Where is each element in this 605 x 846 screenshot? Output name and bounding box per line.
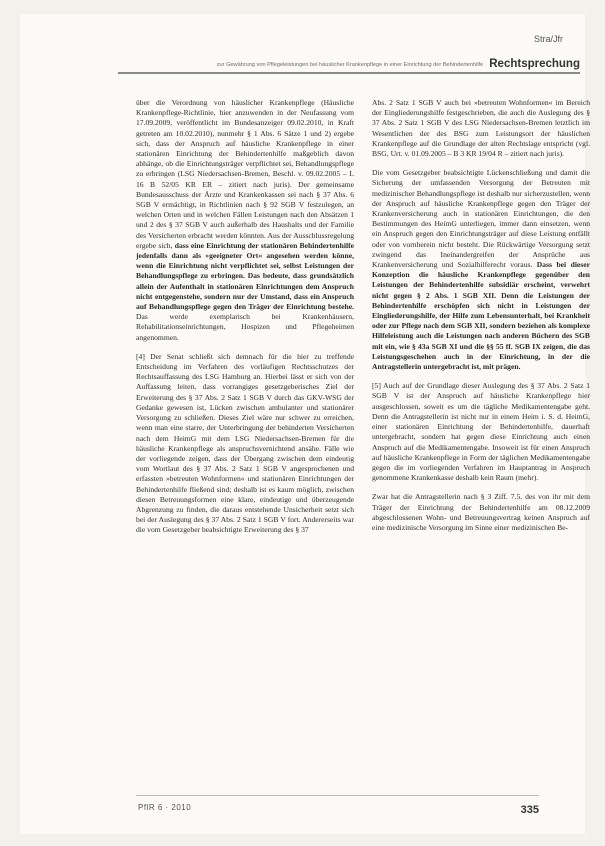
right-paragraph-2 <box>372 168 590 372</box>
left-paragraph-2: [4] Der Senat schließt sich demnach für die hier zu treffende Entscheidung im Verfahren des vorläufigen Rechtsschutzes der Rechtsauffassung des LSG Hamburg an. Hierbei lässt er sich von der Auffassung leiten, dass vorrangiges gesetzgeberisches Ziel der Erweiterung des § 37 Abs. 2 Satz 1 SGB V durch das GKV-WSG der Gedanke gewesen ist, Lücken zwischen ambulanter und stationärer Versorgung zu schließen. Dieses Ziel wäre nur schwer zu erreichen, wenn man eine starre, der Unterbringung der behinderten Versicherten nach dem HeimG mit dem LSG Niedersachsen-Bremen für die häusliche Krankenpflege als anspruchsvernichtend ansähe. Fälle wie der vorliegende zeigen, dass der Übergang zwischen dem eindeutig vom Wortlaut des § 37 Abs. 2 Satz 1 SGB V angesprochenen und erfassten »betreuten Wohnformen« und stationären Einrichtungen der Behindertenhilfe fließend sind; deshalb ist es kaum möglich, zwischen diesen Betreuungsformen eine klare, eindeutige und überzeugende Abgrenzung zu finden, die daraus entstehende Unsicherheit setzt sich bei der Auslegung des § 37 Abs. 2 Satz 1 SGB V fort. Andererseits war die vom Gesetzgeber beabsichtigte Erweiterung des § 37 <box>136 351 354 535</box>
section-title: Rechtsprechung <box>489 58 580 70</box>
left-paragraph-1 <box>136 98 354 343</box>
left-column <box>136 98 354 545</box>
page-number: 335 <box>520 804 539 816</box>
right-p2-bold: Dass bei dieser Konzeption die häusliche Krankenpflege gegenüber den Leistungen der Behindertenhilfe subsidiär erscheint, verwehrt nicht gegen § 2 Abs. 1 SGB XII. Denn die Leistungen der Behindertenhilfe erschöpfen sich nicht in Leistungen der Eingliederungshilfe, der Hilfe zum Lebensunterhalt, bei Krankheit oder zur Pflege nach dem SGB XII, sondern beziehen als komplexe Hilfeleistung auch die Leistungen nach anderen Büchern des SGB mit ein, wie § 43a SGB XI und die §§ 55 ff. SGB IX zeigen, die das Leistungsgeschehen auch in der Einrichtung, in der die Antragstellerin untergebracht ist, mit prägen. <box>372 260 590 372</box>
corner-label: Stra/Jfr <box>533 34 563 44</box>
journal-label: PflR 6 · 2010 <box>138 803 192 812</box>
header-subtitle: zur Gewährung von Pflegeleistungen bei häuslicher Krankenpflege in einer Einrichtung der Behindertenhilfe <box>216 62 484 68</box>
document-page <box>20 14 590 834</box>
left-p1-tail: Das werde exemplarisch bei Krankenhäusern, Rehabilitationseinrichtungen, Hospizen und Pflegeheimen angenommen. <box>136 312 354 342</box>
left-p1-bold: dass eine Einrichtung der stationären Behindertenhilfe jedenfalls dann als »geeigneter Ort« angesehen werden könne, wenn die Einrichtung nicht verpflichtet sei, selbst Leistungen der Behandlungspflege zu erbringen. Das bedeute, dass grundsätzlich allein der Aufenthalt in stationären Einrichtungen dem Anspruch nicht entgegenstehe, sondern nur der Umstand, dass ein Anspruch auf Behandlungspflege gegen den Träger der Einrichtung bestehe. <box>136 240 354 312</box>
right-paragraph-3: [5] Auch auf der Grundlage dieser Auslegung des § 37 Abs. 2 Satz 1 SGB V ist der Anspruch auf häusliche Krankenpflege hier ausgeschlossen, soweit es um die tägliche Medikamentengabe geht. Denn die Antragstellerin ist nicht nur in einem Heim i. S. d. HeimG, einer stationären Einrichtung der Behindertenhilfe, dauerhaft untergebracht, sondern hat gegen diese Einrichtung auch einen Anspruch auf die Medikamentengabe. Insoweit ist für einen Anspruch auf häusliche Krankenpflege in Form der täglichen Medikamentengabe gegen die im vorliegenden Verfahren im Hauptantrag in Anspruch genommene Krankenkasse deshalb kein Raum (mehr). <box>372 381 590 483</box>
footer-divider <box>136 795 539 796</box>
right-paragraph-4: Zwar hat die Antragstellerin nach § 3 Ziff. 7.5. des von ihr mit dem Träger der Einrichtung der Behindertenhilfe am 08.12.2009 abgeschlossenen Wohn- und Betreuungsvertrag keinen Anspruch auf eine medizinische Versorgung im Sinne einer medizinischen Be- <box>372 492 590 532</box>
right-p2-text: Die vom Gesetzgeber beabsichtigte Lückenschließung und damit die Sicherung der umfassenden Versorgung der Betreuten mit medizinischer Behandlungspflege ist deshalb nur sicherzustellen, wenn der Anspruch auf häusliche Krankenpflege gegen den Träger der Krankenversicherung auch in stationären Einrichtungen, die den Bestimmungen des HeimG unterliegen, immer dann einsetzen, wenn ein Anspruch gegen den Einrichtungsträger auf diese Leistung entfällt oder von vornherein nicht besteht. Die Rückwärtige Versorgung setzt zwingend das Ineinandergreifen der Ansprüche aus Krankenversicherung und Sozialhilferecht voraus. <box>372 168 590 270</box>
right-paragraph-1: Abs. 2 Satz 1 SGB V auch bei »betreuten Wohnformen« im Bereich der Eingliederungshilfe festgeschrieben, die auch die Auslegung des § 37 Abs. 2 Satz 1 SGB V des LSG Niedersachsen-Bremen letztlich im Wesentlichen der des BSG zum Leistungsort der häuslichen Krankenpflege auf die Grundlage der alten Rechtslage entspricht (vgl. BSG, Urt. v. 01.09.2005 – B 3 KR 19/04 R – zitiert nach juris). <box>372 98 590 159</box>
left-p1-text: über die Verordnung von häuslicher Krankenpflege (Häusliche Krankenpflege-Richtlinie, hier anzuwenden in der Neufassung vom 17.09.2009, veröffentlicht im Bundesanzeiger 09.02.2010, in Kraft getreten am 10.02.2010), nunmehr § 1 Abs. 6 Sätze 1 und 2) ergebe sich, dass der Anspruch auf häusliche Krankenpflege in einer stationären Einrichtung der Behindertenhilfe maßgeblich davon abhänge, ob die Einrichtungsträger verpflichtet sei, Behandlungspflege zu erbringen (LSG Niedersachsen-Bremen, Beschl. v. 09.02.2005 – L 16 B 52/05 KR ER – zitiert nach juris). Der gemeinsame Bundesausschuss der Ärzte und Krankenkassen sei nach § 37 Abs. 6 SGB V ermächtigt, in Richtlinien nach § 92 SGB V festzulegen, an welchen Orten und in welchen Fällen Leistungen nach den Absätzen 1 und 2 des § 37 SGB V auch außerhalb des Haushalts und der Familie des Versicherten erbracht werden könnten. Aus der Ausschlussregelung ergebe sich, <box>136 98 354 250</box>
right-column <box>372 98 590 542</box>
running-header <box>118 52 580 74</box>
